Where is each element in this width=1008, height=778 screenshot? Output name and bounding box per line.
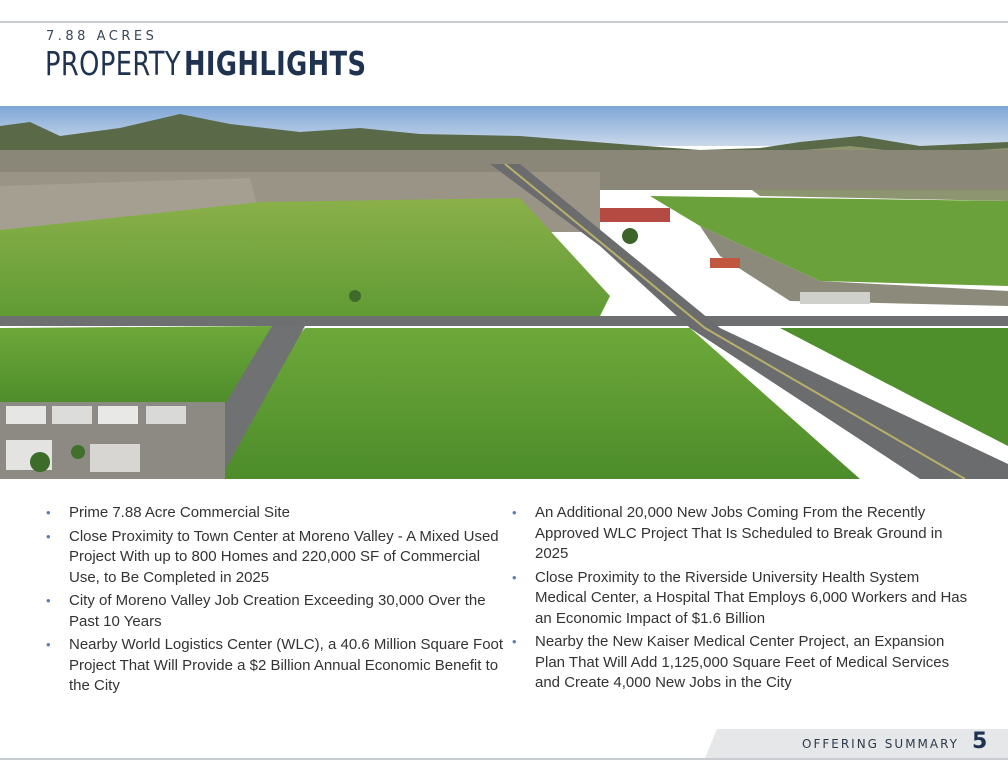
bullet-icon: • bbox=[512, 569, 517, 585]
bottom-divider bbox=[0, 758, 1008, 760]
acreage-eyebrow: 7.88 ACRES bbox=[46, 29, 158, 44]
highlights-right-list bbox=[512, 503, 972, 697]
list-item bbox=[46, 635, 504, 697]
bullet-text: An Additional 20,000 New Jobs Coming From the Recently Approved WLC Project That Is Scheduled to Break Ground in 2025 bbox=[535, 504, 943, 562]
bullet-text: Close Proximity to Town Center at Moreno Valley - A Mixed Used Project With up to 800 Homes and 220,000 SF of Commercial Use, to Be Completed in 2025 bbox=[69, 527, 499, 586]
bullet-icon: • bbox=[46, 528, 51, 544]
footer-section-label: OFFERING SUMMARY bbox=[802, 737, 960, 751]
bullet-text: Close Proximity to the Riverside University Health System Medical Center, a Hospital That Employs 6,000 Workers and Has an Economic Impact of $1.6 Billion bbox=[535, 568, 968, 627]
highlights-left-list bbox=[46, 503, 504, 700]
bullet-icon: • bbox=[512, 505, 517, 520]
list-item bbox=[46, 527, 504, 589]
list-item bbox=[512, 632, 972, 694]
bullet-icon: • bbox=[46, 593, 51, 608]
list-item bbox=[46, 503, 504, 524]
bullet-text: Nearby World Logistics Center (WLC), a 40.6 Million Square Foot Project That Will Provide a $2 Billion Annual Economic Benefit to the City bbox=[69, 636, 504, 694]
bullet-text: City of Moreno Valley Job Creation Exceeding 30,000 Over the Past 10 Years bbox=[69, 592, 486, 630]
top-divider bbox=[0, 21, 1008, 23]
page-number: 5 bbox=[972, 729, 988, 754]
list-item bbox=[512, 503, 972, 565]
aerial-photo bbox=[0, 106, 1008, 479]
bullet-icon: • bbox=[46, 505, 51, 520]
bullet-icon: • bbox=[46, 637, 51, 652]
page-title bbox=[45, 45, 366, 83]
bullet-text: Prime 7.88 Acre Commercial Site bbox=[69, 504, 290, 521]
title-bold-word: HIGHLIGHTS bbox=[183, 44, 367, 83]
title-light-word: PROPERTY bbox=[45, 44, 182, 83]
list-item bbox=[46, 591, 504, 632]
list-item bbox=[512, 568, 972, 630]
bullet-text: Nearby the New Kaiser Medical Center Project, an Expansion Plan That Will Add 1,125,000 Square Feet of Medical Services and Create 4,000 New Jobs in the City bbox=[535, 633, 950, 691]
bullet-icon: • bbox=[512, 634, 517, 649]
